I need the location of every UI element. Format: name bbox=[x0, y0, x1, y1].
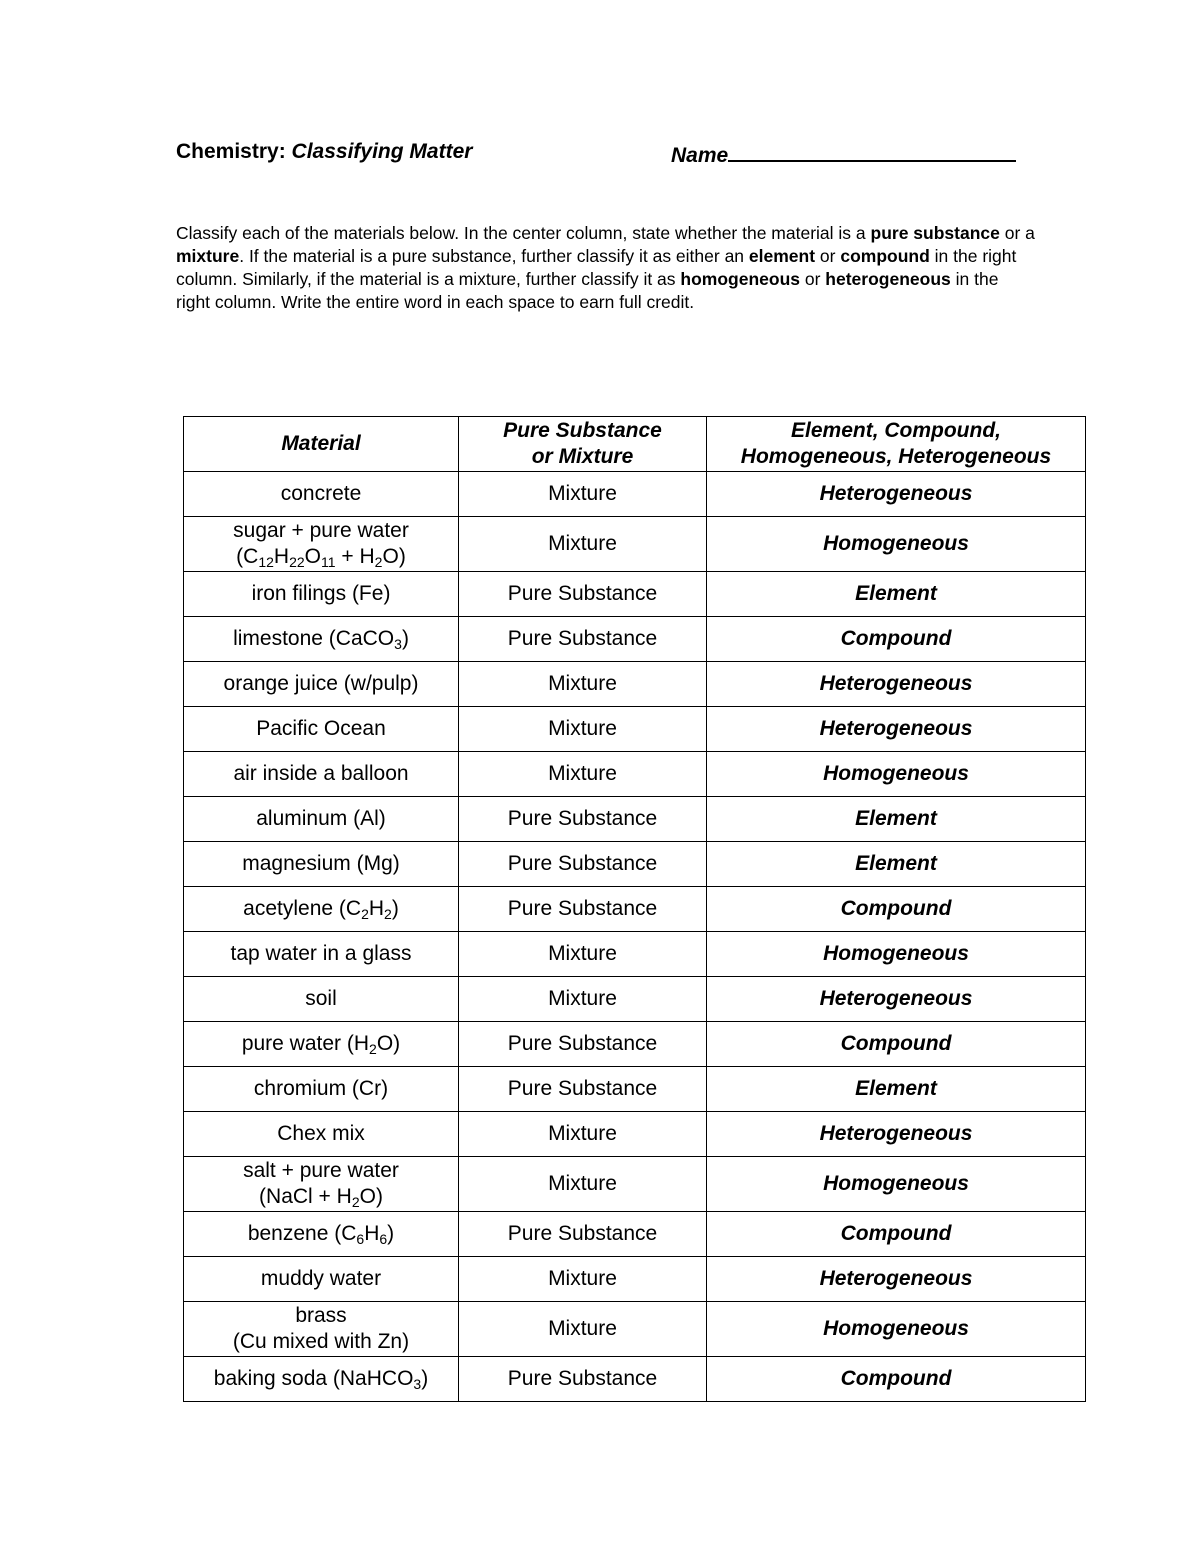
classification-cell: Element bbox=[707, 572, 1086, 617]
table-row bbox=[184, 1157, 1086, 1212]
classification-cell: Homogeneous bbox=[707, 932, 1086, 977]
type-cell: Mixture bbox=[459, 1112, 707, 1157]
classification-cell: Compound bbox=[707, 1022, 1086, 1067]
instructions-bold: pure substance bbox=[870, 223, 1000, 243]
material-formula: $(C_{12}H_{22}O_{11} + H_2O)$ bbox=[236, 545, 406, 570]
header-line: or Mixture bbox=[531, 445, 634, 468]
instructions-paragraph bbox=[176, 222, 1036, 314]
material-formula: $H_2O$ bbox=[353, 1032, 394, 1057]
type-cell: Pure Substance bbox=[459, 572, 707, 617]
name-label: Name bbox=[671, 144, 729, 167]
material-cell: muddy water bbox=[184, 1257, 459, 1302]
classification-cell: Heterogeneous bbox=[707, 472, 1086, 517]
instructions-text: Classify each of the materials below. In the center column, state whether the material is a bbox=[176, 223, 871, 243]
subscript: 3 bbox=[413, 1376, 422, 1392]
material-cell: soil bbox=[184, 977, 459, 1022]
material-cell: limestone (CaCO$_3$) bbox=[184, 617, 459, 662]
header-line: Homogeneous, Heterogeneous bbox=[740, 445, 1052, 468]
type-cell: Pure Substance bbox=[459, 887, 707, 932]
type-cell: Pure Substance bbox=[459, 842, 707, 887]
subscript: 3 bbox=[394, 636, 402, 652]
table-row bbox=[184, 617, 1086, 662]
material-cell bbox=[184, 1302, 459, 1357]
subscript: 2 bbox=[374, 554, 383, 570]
material-cell: benzene $(C_6H_6)$ bbox=[184, 1212, 459, 1257]
material-cell: Chex mix bbox=[184, 1112, 459, 1157]
material-name: sugar + pure water bbox=[233, 519, 409, 542]
table-row bbox=[184, 1067, 1086, 1112]
type-cell: Mixture bbox=[459, 472, 707, 517]
type-cell: Pure Substance bbox=[459, 1357, 707, 1402]
material-formula: NaHCO$_3$ bbox=[339, 1367, 422, 1392]
worksheet-title bbox=[176, 140, 472, 164]
worksheet-header bbox=[176, 140, 1036, 170]
instructions-bold: compound bbox=[840, 246, 930, 266]
table-row bbox=[184, 1257, 1086, 1302]
type-cell: Mixture bbox=[459, 977, 707, 1022]
material-cell: Pacific Ocean bbox=[184, 707, 459, 752]
material-formula: (NaCl + $H_2O$) bbox=[259, 1185, 383, 1210]
type-cell: Pure Substance bbox=[459, 1067, 707, 1112]
type-cell: Mixture bbox=[459, 1157, 707, 1212]
table-row bbox=[184, 1357, 1086, 1402]
table-row bbox=[184, 752, 1086, 797]
instructions-text: in the right column. Similarly, if the material is a mixture, further classify it as bbox=[176, 246, 1017, 289]
instructions-bold: homogeneous bbox=[680, 269, 800, 289]
type-cell: Mixture bbox=[459, 662, 707, 707]
classification-cell: Compound bbox=[707, 1357, 1086, 1402]
classification-cell: Homogeneous bbox=[707, 1302, 1086, 1357]
name-field[interactable] bbox=[671, 140, 1016, 168]
header-classification bbox=[707, 417, 1086, 472]
material-name: limestone bbox=[233, 627, 323, 650]
type-cell: Mixture bbox=[459, 1257, 707, 1302]
subscript: 22 bbox=[289, 554, 305, 570]
table-row bbox=[184, 662, 1086, 707]
material-cell: chromium (Cr) bbox=[184, 1067, 459, 1112]
header-line: Pure Substance bbox=[503, 419, 662, 442]
subscript: 6 bbox=[356, 1231, 365, 1247]
type-cell: Mixture bbox=[459, 517, 707, 572]
material-cell bbox=[184, 517, 459, 572]
table-row bbox=[184, 572, 1086, 617]
table-row bbox=[184, 707, 1086, 752]
type-cell: Pure Substance bbox=[459, 1022, 707, 1067]
header-pure-or-mixture bbox=[459, 417, 707, 472]
table-header-row bbox=[184, 417, 1086, 472]
classification-table bbox=[183, 416, 1086, 1402]
type-cell: Mixture bbox=[459, 707, 707, 752]
type-cell: Pure Substance bbox=[459, 617, 707, 662]
type-cell: Mixture bbox=[459, 932, 707, 977]
subscript: 2 bbox=[361, 906, 369, 922]
table-row bbox=[184, 797, 1086, 842]
classification-cell: Compound bbox=[707, 617, 1086, 662]
table-row bbox=[184, 932, 1086, 977]
material-cell: pure water $(H_2O)$ bbox=[184, 1022, 459, 1067]
subscript: 11 bbox=[321, 554, 336, 570]
subscript: 2 bbox=[369, 1041, 377, 1057]
subscript: 2 bbox=[384, 906, 392, 922]
subscript: 2 bbox=[351, 1194, 360, 1210]
table-row bbox=[184, 472, 1086, 517]
table-row bbox=[184, 887, 1086, 932]
type-cell: Mixture bbox=[459, 1302, 707, 1357]
classification-cell: Homogeneous bbox=[707, 752, 1086, 797]
subscript: 6 bbox=[379, 1231, 388, 1247]
subject-label: Chemistry: bbox=[176, 140, 286, 163]
title-text: Classifying Matter bbox=[291, 140, 473, 163]
material-cell: tap water in a glass bbox=[184, 932, 459, 977]
instructions-text: in the right column. Write the entire word in each space to earn full credit. bbox=[176, 269, 999, 312]
material-cell bbox=[184, 1157, 459, 1212]
table-body bbox=[184, 472, 1086, 1402]
material-name: salt + pure water bbox=[243, 1159, 399, 1182]
material-cell: baking soda (NaHCO$_3$) bbox=[184, 1357, 459, 1402]
table-row bbox=[184, 1022, 1086, 1067]
classification-cell: Heterogeneous bbox=[707, 1257, 1086, 1302]
material-name: brass bbox=[295, 1304, 347, 1327]
table-row bbox=[184, 1212, 1086, 1257]
material-cell: iron filings (Fe) bbox=[184, 572, 459, 617]
material-cell: aluminum (Al) bbox=[184, 797, 459, 842]
material-name: acetylene bbox=[243, 897, 334, 920]
instructions-bold: mixture bbox=[176, 246, 240, 266]
material-name: pure water bbox=[241, 1032, 342, 1055]
instructions-text: or bbox=[800, 269, 826, 289]
material-formula: CaCO$_3$ bbox=[335, 627, 402, 652]
classification-cell: Element bbox=[707, 797, 1086, 842]
classification-cell: Heterogeneous bbox=[707, 707, 1086, 752]
table-row bbox=[184, 517, 1086, 572]
material-formula: $C_2H_2$ bbox=[345, 897, 392, 922]
instructions-bold: heterogeneous bbox=[825, 269, 951, 289]
material-cell: air inside a balloon bbox=[184, 752, 459, 797]
material-cell: orange juice (w/pulp) bbox=[184, 662, 459, 707]
type-cell: Mixture bbox=[459, 752, 707, 797]
instructions-text: or a bbox=[999, 223, 1035, 243]
classification-cell: Heterogeneous bbox=[707, 1112, 1086, 1157]
table-row bbox=[184, 842, 1086, 887]
type-cell: Pure Substance bbox=[459, 1212, 707, 1257]
classification-cell: Heterogeneous bbox=[707, 662, 1086, 707]
classification-cell: Homogeneous bbox=[707, 517, 1086, 572]
material-name: baking soda bbox=[213, 1367, 328, 1390]
type-cell: Pure Substance bbox=[459, 797, 707, 842]
header-line: Element, Compound, bbox=[791, 419, 1001, 442]
material-cell: magnesium (Mg) bbox=[184, 842, 459, 887]
classification-cell: Compound bbox=[707, 887, 1086, 932]
material-formula: $C_6H_6$ bbox=[341, 1222, 388, 1247]
material-cell: concrete bbox=[184, 472, 459, 517]
material-cell: acetylene $(C_2H_2)$ bbox=[184, 887, 459, 932]
classification-cell: Compound bbox=[707, 1212, 1086, 1257]
classification-cell: Heterogeneous bbox=[707, 977, 1086, 1022]
classification-cell: Element bbox=[707, 842, 1086, 887]
material-name: benzene bbox=[247, 1222, 329, 1245]
name-blank-line[interactable] bbox=[728, 140, 1016, 162]
subscript: 12 bbox=[258, 554, 274, 570]
material-note: (Cu mixed with Zn) bbox=[232, 1330, 410, 1353]
header-material: Material bbox=[184, 417, 459, 472]
instructions-text: or bbox=[815, 246, 841, 266]
classification-cell: Homogeneous bbox=[707, 1157, 1086, 1212]
table-row bbox=[184, 1112, 1086, 1157]
instructions-bold: element bbox=[748, 246, 816, 266]
table-row bbox=[184, 1302, 1086, 1357]
instructions-text: . If the material is a pure substance, further classify it as either an bbox=[239, 246, 749, 266]
classification-cell: Element bbox=[707, 1067, 1086, 1112]
table-row bbox=[184, 977, 1086, 1022]
